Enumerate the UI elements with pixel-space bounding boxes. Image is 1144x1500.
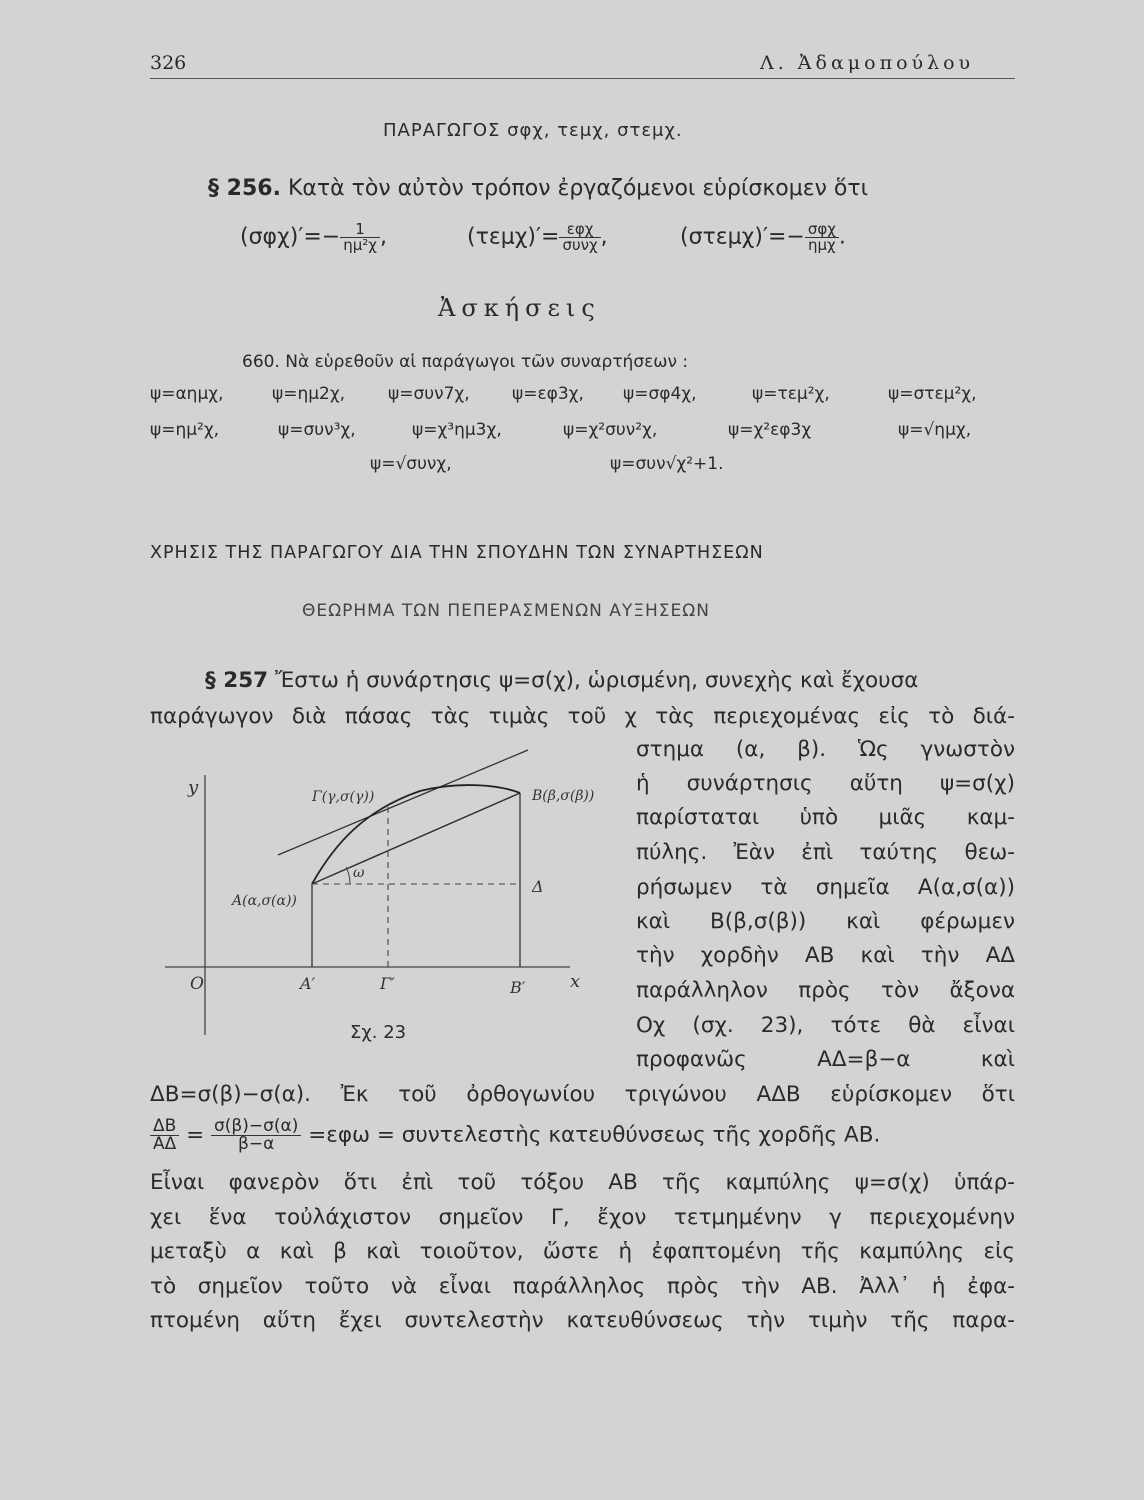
exercises-title: Ἀσκήσεις	[438, 294, 601, 322]
denominator: ημχ	[808, 236, 836, 254]
formula-sec: (τεμχ)′= $\frac{\text{εφχ}}{\text{συνχ}}$ ,	[467, 220, 608, 254]
numerator: σ(β)−σ(α)	[211, 1118, 301, 1136]
exercise-item: ψ=αημχ,	[150, 384, 224, 404]
running-title: Λ. Ἀδαμοπούλου	[760, 52, 975, 74]
label-y: y	[188, 777, 199, 798]
side-line: παρίσταται ὑπὸ μιᾶς καμ-	[636, 805, 1015, 830]
fraction	[805, 222, 839, 253]
side-line: παράλληλον πρὸς τὸν ἄξονα	[636, 978, 1015, 1003]
paragraph-text: Κατὰ τὸν αὐτὸν τρόπον ἐργαζόμενοι εὑρίσκομεν ὅτι	[287, 176, 869, 201]
theorem-text: Ἔστω ἡ συνάρτησις ψ=σ(χ), ὡρισμένη, συνεχὴς καὶ ἔχουσα	[274, 668, 919, 693]
figure-caption: Σχ. 23	[350, 1022, 407, 1043]
exercise-item: ψ=χ³ημ3χ,	[412, 420, 502, 440]
exercise-item: ψ=ημ²χ,	[150, 420, 220, 440]
exercise-item: ψ=χ²συν²χ,	[563, 420, 658, 440]
tail-line: πτομένη αὕτη ἔχει συντελεστὴν κατευθύνσεως τὴν τιμὴν τῆς παρα-	[150, 1308, 1015, 1333]
tail-line: χει ἕνα τοὐλάχιστον σημεῖον Γ, ἔχον τετμημένην γ περιεχομένην	[150, 1205, 1015, 1230]
denominator: συνχ	[562, 236, 598, 254]
line-db: ΔΒ=σ(β)−σ(α). Ἐκ τοῦ ὀρθογωνίου τριγώνου ΑΔΒ εὑρίσκομεν ὅτι	[150, 1082, 1015, 1107]
label-g-prime: Γ′	[380, 974, 395, 993]
slope-formula: $\frac{\Delta B}{A\Delta}$ = $\frac{\sigma(\beta)-\sigma(\alpha)}{\beta-\alpha}$ =εφω = συντελεστὴς κατευθύνσεως τῆς χορδῆς ΑΒ.	[150, 1118, 880, 1153]
exercises-intro: 660. Νὰ εὑρεθοῦν αἱ παράγωγοι τῶν συναρτήσεων :	[242, 352, 689, 372]
label-o: O	[190, 974, 204, 994]
paragraph-number: § 256.	[208, 176, 281, 201]
exercise-item: ψ=τεμ²χ,	[752, 384, 830, 404]
exercise-item: ψ=√συνχ,	[370, 454, 452, 474]
label-x: x	[570, 971, 581, 992]
side-line: Οχ (σχ. 23), τότε θὰ εἶναι	[636, 1013, 1015, 1038]
side-line: ἡ συνάρτησις αὕτη ψ=σ(χ)	[636, 771, 1015, 796]
formula-rest: =εφω = συντελεστὴς κατευθύνσεως τῆς χορδῆς ΑΒ.	[308, 1122, 881, 1148]
formula-cot: (σφχ)′=− $\frac{1}{\text{ημ²χ}}$ ,	[240, 220, 387, 254]
numerator: ΔΒ	[150, 1118, 179, 1136]
exercise-item: ψ=√ημχ,	[898, 420, 972, 440]
numerator: σφχ	[805, 222, 839, 238]
side-line: καὶ Β(β,σ(β)) καὶ φέρωμεν	[636, 909, 1015, 934]
theorem-line-1	[150, 668, 1015, 693]
theorem-heading: ΘΕΩΡΗΜΑ ΤΩΝ ΠΕΠΕΡΑΣΜΕΝΩΝ ΑΥΞΗΣΕΩΝ	[302, 601, 710, 621]
label-a: A(α,σ(α))	[232, 893, 297, 909]
exercise-item: ψ=στεμ²χ,	[888, 384, 977, 404]
fraction	[559, 222, 600, 253]
formula-lhs: (τεμχ)′=	[467, 224, 560, 250]
label-b: B(β,σ(β))	[532, 788, 595, 804]
denominator: ΑΔ	[153, 1134, 177, 1154]
paragraph-256	[208, 176, 868, 201]
exercise-item: ψ=ημ2χ,	[272, 384, 346, 404]
page-number: 326	[150, 52, 187, 74]
figure-23	[160, 745, 620, 1035]
tail-line: τὸ σημεῖον τοῦτο νὰ εἶναι παράλληλος πρὸς τὴν ΑΒ. Ἀλλ᾽ ἡ ἐφα-	[150, 1274, 1015, 1299]
formula-lhs: (στεμχ)′=−	[680, 224, 805, 250]
section-heading-usage: ΧΡΗΣΙΣ ΤΗΣ ΠΑΡΑΓΩΓΟΥ ΔΙΑ ΤΗΝ ΣΠΟΥΔΗΝ ΤΩΝ ΣΥΝΑΡΤΗΣΕΩΝ	[150, 543, 764, 563]
numerator: 1	[340, 222, 380, 238]
exercise-item: ψ=χ²εφ3χ	[728, 420, 812, 440]
side-line: ρήσωμεν τὰ σημεῖα Α(α,σ(α))	[636, 875, 1015, 900]
exercise-item: ψ=συν³χ,	[278, 420, 356, 440]
fraction	[340, 222, 380, 253]
chord-ab	[312, 793, 520, 884]
label-a-prime: A′	[300, 974, 316, 993]
side-line: πύλης. Ἐὰν ἐπὶ ταύτης θεω-	[636, 840, 1015, 865]
paragraph-number-257: § 257	[205, 668, 269, 693]
denominator: ημ²χ	[343, 236, 377, 254]
label-w: ω	[353, 865, 365, 881]
label-d: Δ	[532, 877, 544, 896]
side-line: τὴν χορδὴν ΑΒ καὶ τὴν ΑΔ	[636, 943, 1015, 968]
tail-line: Εἶναι φανερὸν ὅτι ἐπὶ τοῦ τόξου ΑΒ τῆς καμπύλης ψ=σ(χ) ὑπάρ-	[150, 1170, 1015, 1195]
denominator: β−α	[238, 1134, 275, 1154]
fraction	[211, 1118, 301, 1153]
side-line: στημα (α, β). Ὡς γνωστὸν	[636, 737, 1015, 762]
exercise-item: ψ=συν7χ,	[388, 384, 470, 404]
exercise-item: ψ=εφ3χ,	[512, 384, 584, 404]
label-g: Γ(γ,σ(γ))	[312, 789, 375, 805]
numerator: εφχ	[559, 222, 600, 238]
fraction	[150, 1118, 179, 1153]
theorem-line-2: παράγωγον διὰ πάσας τὰς τιμὰς τοῦ χ τὰς περιεχομένας εἰς τὸ διά-	[150, 704, 1015, 729]
tail-line: μεταξὺ α καὶ β καὶ τοιοῦτον, ὥστε ἡ ἐφαπτομένη τῆς καμπύλης εἰς	[150, 1239, 1015, 1264]
exercise-item: ψ=σφ4χ,	[623, 384, 697, 404]
label-b-prime: B′	[510, 978, 526, 997]
exercise-item: ψ=συν√χ²+1.	[610, 454, 724, 474]
section-heading-derivatives: ΠΑΡΑΓΩΓΟΣ σφχ, τεμχ, στεμχ.	[383, 120, 683, 141]
header-rule	[150, 78, 1015, 79]
formula-csc: (στεμχ)′=− $\frac{\text{σφχ}}{\text{ημχ}}$ .	[680, 220, 846, 254]
formula-lhs: (σφχ)′=−	[240, 224, 341, 250]
side-line: προφανῶς ΑΔ=β−α καὶ	[636, 1047, 1015, 1072]
